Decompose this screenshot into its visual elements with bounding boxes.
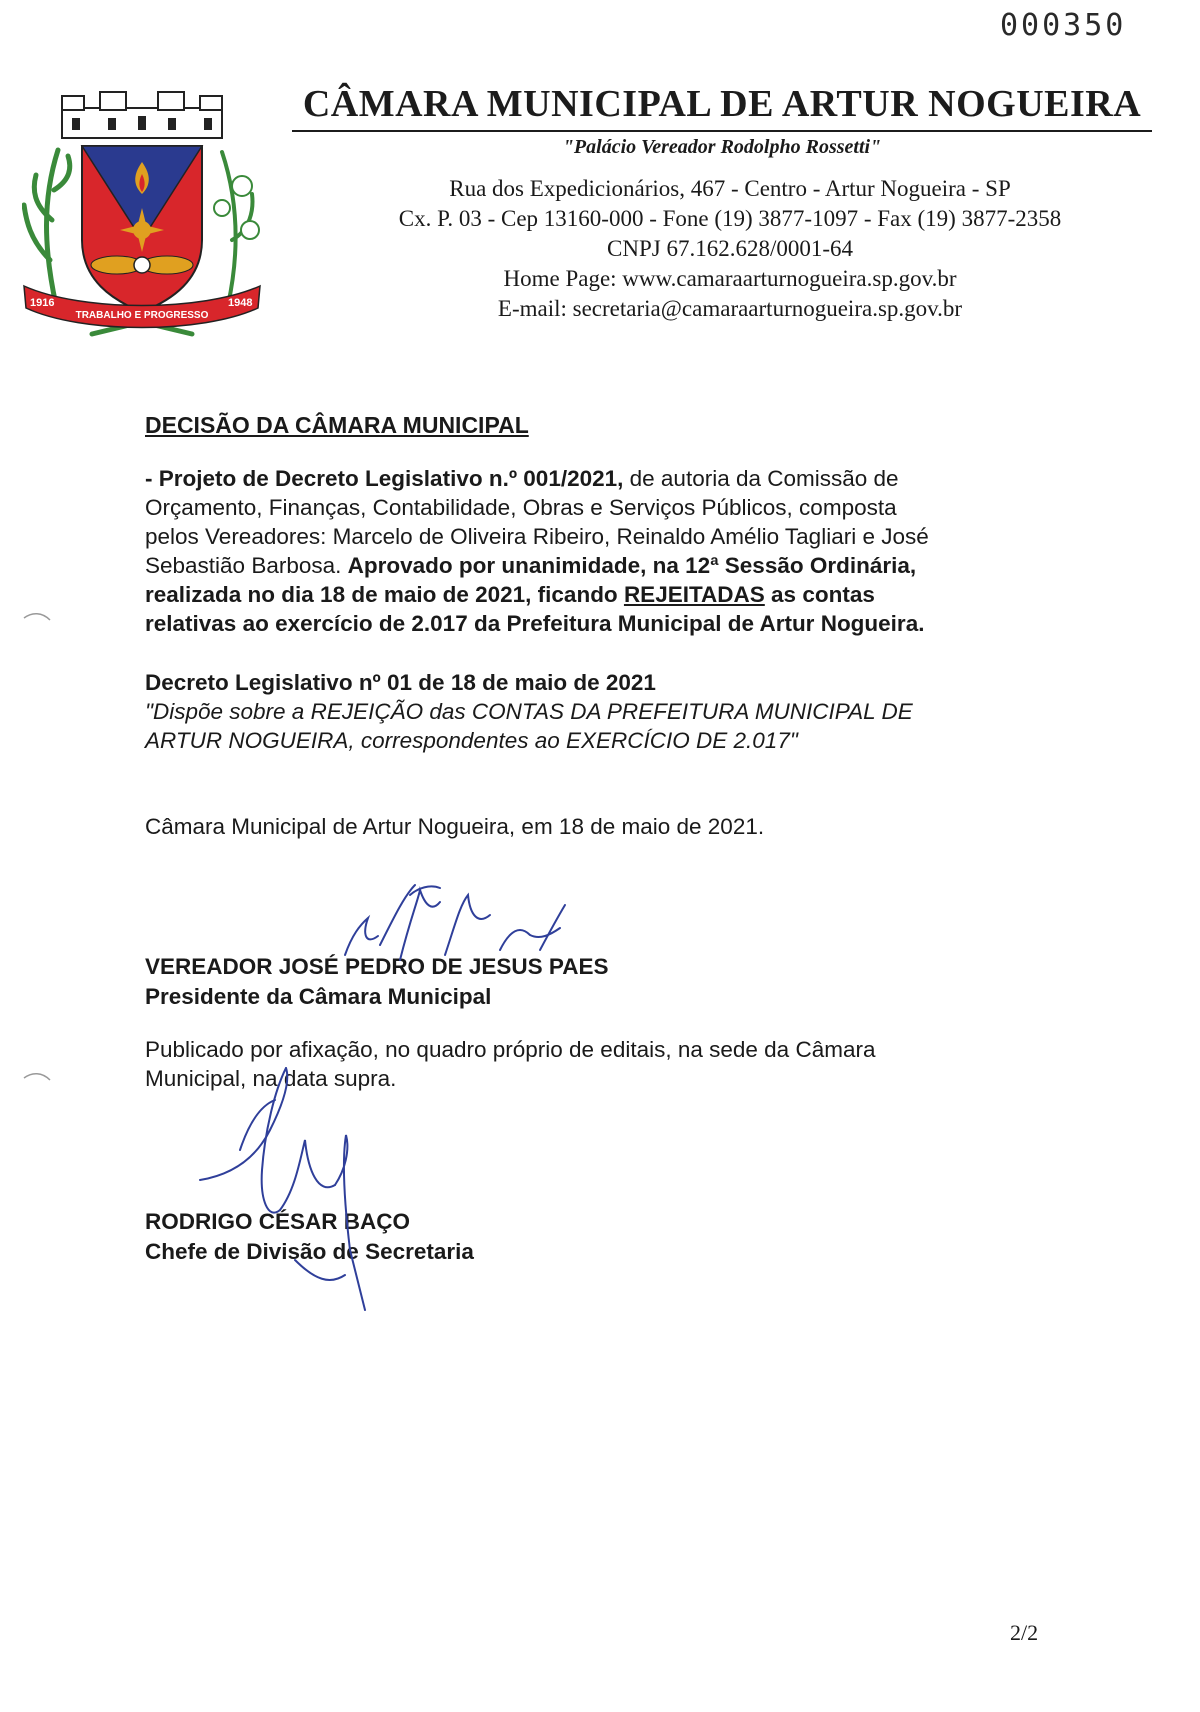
signer-1-name: VEREADOR JOSÉ PEDRO DE JESUS PAES — [145, 954, 609, 979]
decision-line-5-end: as contas — [764, 582, 875, 607]
project-authorship: de autoria da Comissão de — [623, 466, 899, 491]
letterhead-address-2: Cx. P. 03 - Cep 13160-000 - Fone (19) 3877-1097 - Fax (19) 3877-2358 — [398, 206, 1062, 231]
letterhead-title: CÂMARA MUNICIPAL DE ARTUR NOGUEIRA — [292, 82, 1152, 132]
approval-text: Aprovado por unanimidade, na 12ª Sessão Ordinária, — [347, 553, 917, 578]
signature-1-icon — [345, 885, 565, 960]
page-number: 2/2 — [1010, 1620, 1039, 1645]
decision-line-5-text: realizada no dia 18 de maio de 2021, ficando — [145, 582, 624, 607]
municipal-crest-icon — [22, 90, 262, 340]
decision-line-4-text: Sebastião Barbosa. — [145, 553, 348, 578]
letterhead-homepage: Home Page: www.camaraarturnogueira.sp.gov.br — [503, 266, 957, 291]
decision-heading: DECISÃO DA CÂMARA MUNICIPAL — [145, 412, 529, 438]
letterhead-cnpj: CNPJ 67.162.628/0001-64 — [607, 236, 853, 261]
signature-2-icon — [200, 1068, 365, 1310]
decision-line-1 — [145, 464, 1033, 493]
crest-year-left: 1916 — [30, 297, 55, 309]
scan-mark-icon — [22, 1070, 52, 1084]
decision-line-6: relativas ao exercício de 2.017 da Prefeitura Municipal de Artur Nogueira. — [145, 611, 925, 636]
decree-summary — [145, 697, 1033, 755]
publication-line-2: Municipal, na data supra. — [145, 1066, 397, 1091]
signer-1-role: Presidente da Câmara Municipal — [145, 984, 492, 1009]
document-stamp-number: 000350 — [1000, 8, 1127, 43]
decision-line-2: Orçamento, Finanças, Contabilidade, Obras e Serviços Públicos, composta — [145, 495, 897, 520]
signer-2-role: Chefe de Divisão de Secretaria — [145, 1239, 474, 1264]
letterhead-address-1: Rua dos Expedicionários, 467 - Centro - Artur Nogueira - SP — [449, 176, 1011, 201]
decree-title: Decreto Legislativo nº 01 de 18 de maio de 2021 — [145, 670, 656, 695]
crest-motto: TRABALHO E PROGRESSO — [75, 310, 209, 321]
publication-note — [145, 1035, 1033, 1093]
decree-summary-line-2: ARTUR NOGUEIRA, correspondentes ao EXERCÍCIO DE 2.017" — [145, 728, 798, 753]
project-reference: - Projeto de Decreto Legislativo n.º 001/2021, — [145, 466, 624, 491]
crest-year-right: 1948 — [228, 297, 253, 309]
letterhead-subtitle: "Palácio Vereador Rodolpho Rossetti" — [562, 136, 882, 158]
decision-line-3: pelos Vereadores: Marcelo de Oliveira Ribeiro, Reinaldo Amélio Tagliari e José — [145, 524, 929, 549]
publication-line-1: Publicado por afixação, no quadro próprio de editais, na sede da Câmara — [145, 1037, 876, 1062]
decision-paragraph — [145, 464, 1033, 638]
letterhead-email: E-mail: secretaria@camaraarturnogueira.sp.gov.br — [497, 296, 963, 321]
decision-line-4 — [145, 551, 1033, 580]
rejected-keyword: REJEITADAS — [623, 582, 765, 607]
signer-2-name: RODRIGO CÉSAR BAÇO — [145, 1209, 411, 1234]
decree-summary-line-1: "Dispõe sobre a REJEIÇÃO das CONTAS DA PREFEITURA MUNICIPAL DE — [145, 699, 913, 724]
decision-line-5 — [145, 580, 1033, 609]
scan-mark-icon — [22, 610, 52, 624]
place-date: Câmara Municipal de Artur Nogueira, em 18 de maio de 2021. — [145, 814, 765, 839]
